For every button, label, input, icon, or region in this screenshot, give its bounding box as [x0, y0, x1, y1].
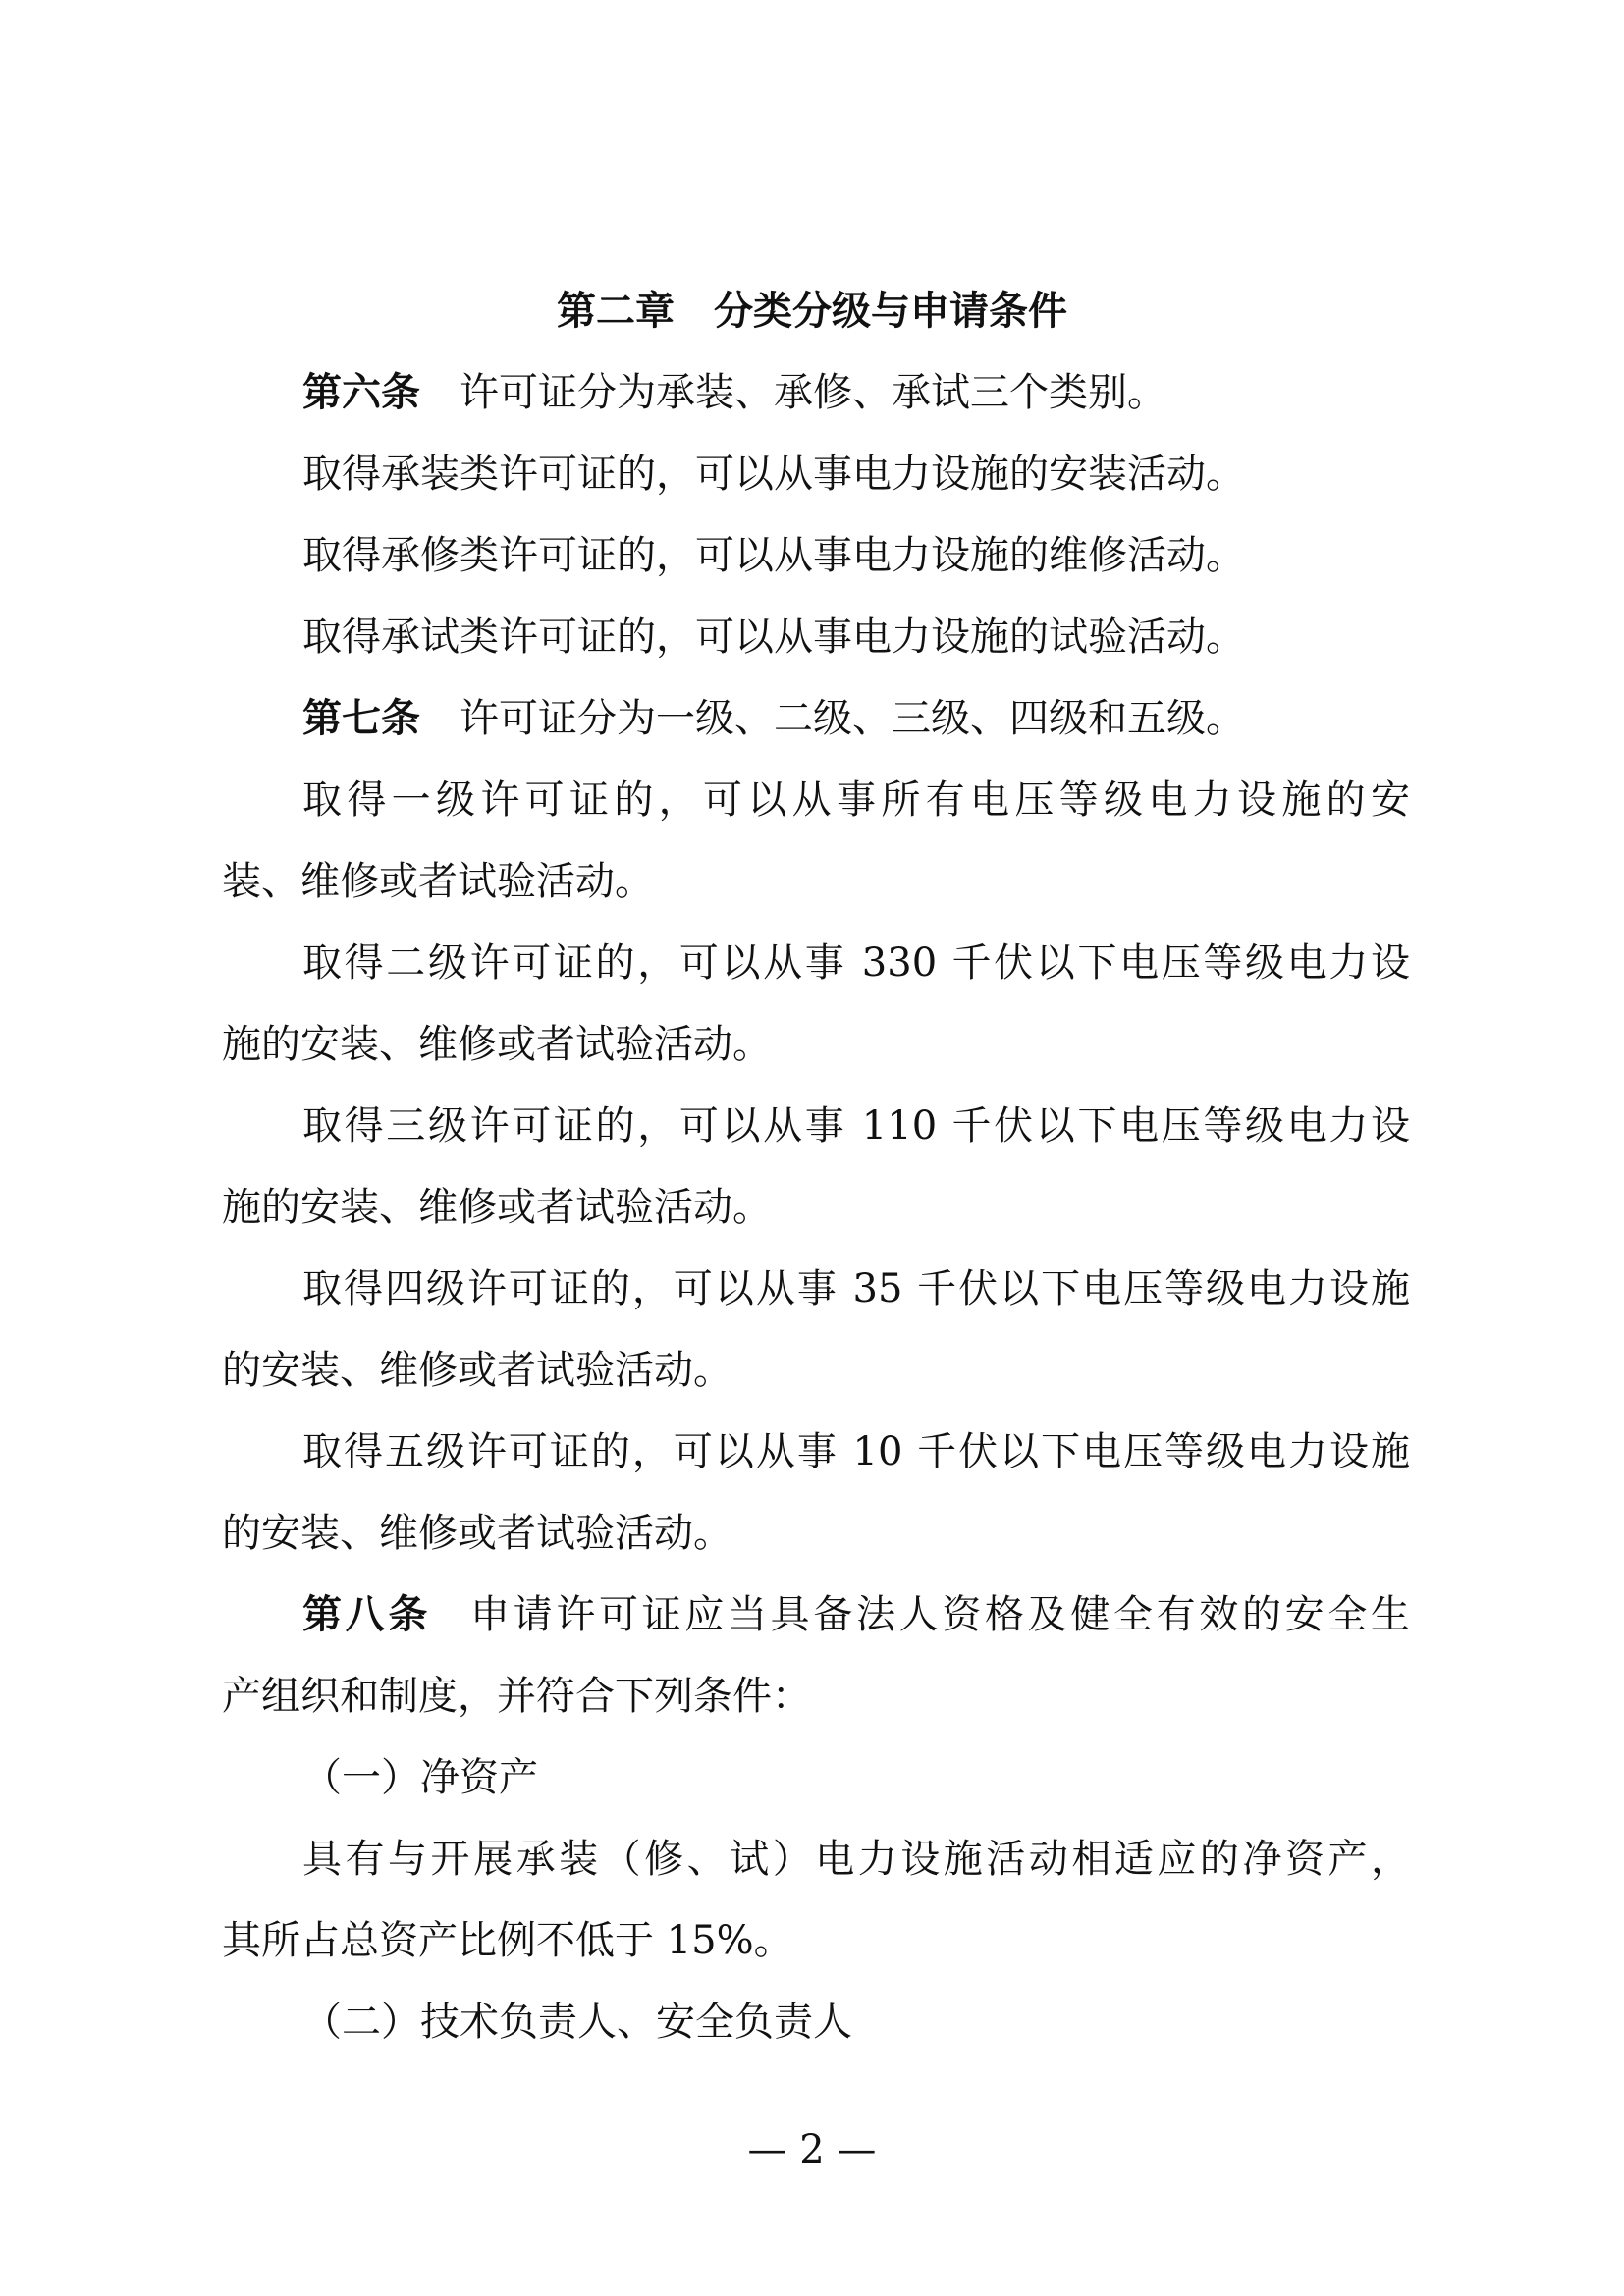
article-7-paragraph-3-line-2: 施的安装、维修或者试验活动。 [222, 1185, 772, 1230]
article-7 [302, 689, 1245, 748]
article-7-paragraph-5-line-2: 的安装、维修或者试验活动。 [222, 1511, 732, 1556]
article-8-label: 第八条 [302, 1592, 431, 1637]
article-8-item-2-title: （二）技术负责人、安全负责人 [302, 2000, 852, 2045]
article-7-paragraph-4-line-1: 取得四级许可证的，可以从事 35 千伏以下电压等级电力设施 [302, 1266, 1410, 1311]
article-7-label: 第七条 [302, 696, 420, 741]
article-6-paragraph-3: 取得承试类许可证的，可以从事电力设施的试验活动。 [302, 614, 1245, 660]
article-7-text: 许可证分为一级、二级、三级、四级和五级。 [460, 696, 1245, 741]
article-7-paragraph-3-line-1: 取得三级许可证的，可以从事 110 千伏以下电压等级电力设 [302, 1103, 1410, 1148]
article-6-text: 许可证分为承装、承修、承试三个类别。 [460, 370, 1166, 415]
article-7-paragraph-1-line-1: 取得一级许可证的，可以从事所有电压等级电力设施的安 [302, 777, 1410, 823]
article-6 [302, 363, 1166, 422]
article-6-paragraph-2: 取得承修类许可证的，可以从事电力设施的维修活动。 [302, 533, 1245, 578]
article-8-item-1-title: （一）净资产 [302, 1755, 538, 1800]
article-8-text-line-1: 申请许可证应当具备法人资格及健全有效的安全生 [470, 1592, 1410, 1637]
article-7-paragraph-4-line-2: 的安装、维修或者试验活动。 [222, 1348, 732, 1393]
page-number: — 2 — [747, 2127, 877, 2172]
article-7-paragraph-2-line-1: 取得二级许可证的，可以从事 330 千伏以下电压等级电力设 [302, 940, 1410, 986]
article-8-item-1-line-2: 其所占总资产比例不低于 15%。 [222, 1918, 793, 1963]
article-8-text-line-2: 产组织和制度，并符合下列条件： [222, 1674, 811, 1719]
article-6-paragraph-1: 取得承装类许可证的，可以从事电力设施的安装活动。 [302, 452, 1245, 497]
article-7-paragraph-2-line-2: 施的安装、维修或者试验活动。 [222, 1022, 772, 1067]
article-8 [302, 1585, 1410, 1644]
article-7-paragraph-5-line-1: 取得五级许可证的，可以从事 10 千伏以下电压等级电力设施 [302, 1429, 1410, 1474]
article-7-paragraph-1-line-2: 装、维修或者试验活动。 [222, 859, 654, 904]
article-8-item-1-line-1: 具有与开展承装（修、试）电力设施活动相适应的净资产， [302, 1837, 1410, 1882]
article-6-label: 第六条 [302, 370, 420, 415]
chapter-title: 第二章 分类分级与申请条件 [557, 289, 1067, 334]
